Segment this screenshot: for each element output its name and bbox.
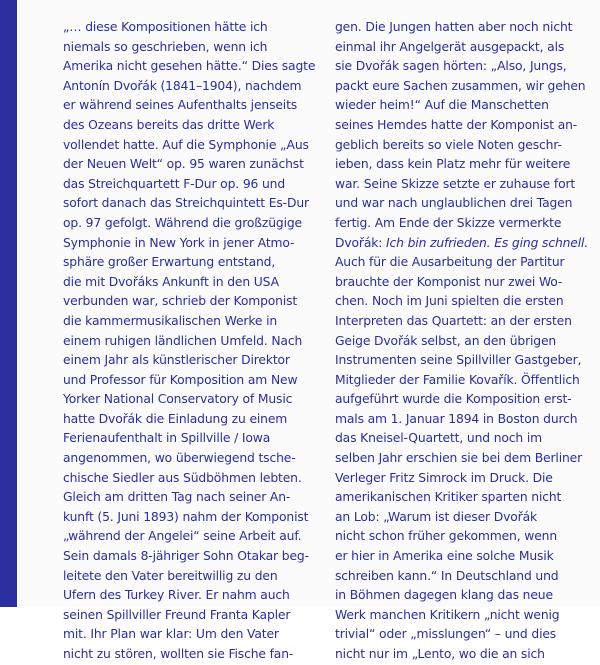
text-line: verbunden war, schrieb der Komponist <box>63 294 298 309</box>
text-line <box>335 332 600 352</box>
text-run: und war nach unglaublichen drei Tagen <box>335 196 573 211</box>
text-line <box>335 645 600 665</box>
text-line <box>335 625 600 645</box>
text-run: er hier in Amerika eine solche Musik <box>335 549 554 564</box>
text-line: und Professor für Komposition am New <box>63 372 298 387</box>
text-line <box>335 18 600 38</box>
text-line <box>335 96 600 116</box>
text-run: Auch für die Ausarbeitung der Partitur <box>335 255 565 270</box>
text-run: trivial“ oder „misslungen“ – und dies <box>335 627 557 642</box>
text-run: fertig. Am Ende der Skizze vermerkte <box>335 215 562 230</box>
text-line <box>335 547 600 567</box>
text-run: wieder heim!“ Auf die Manschetten <box>335 98 549 113</box>
text-run: mals am 1. Januar 1894 in Boston durch <box>335 411 578 426</box>
text-run: aufgeführt wurde die Komposition erst- <box>335 392 572 407</box>
text-line <box>335 567 600 587</box>
text-line <box>335 77 600 97</box>
text-line: der Neuen Welt“ op. 95 waren zunächst <box>63 157 304 172</box>
text-line <box>335 253 600 273</box>
text-line: „während der Angelei“ seine Arbeit auf. <box>63 529 302 544</box>
text-line: chische Siedler aus Südböhmen lebten. <box>63 470 302 485</box>
text-line: Symphonie in New York in jener Atmo- <box>63 235 295 250</box>
text-line <box>335 390 600 410</box>
text-line <box>335 136 600 156</box>
text-line <box>335 292 600 312</box>
text-line <box>335 234 600 254</box>
text-column-left <box>63 18 331 665</box>
text-line: die kammermusikalischen Werke in <box>63 313 278 328</box>
text-run: selben Jahr erschien sie bei dem Berliner <box>335 451 583 466</box>
text-line: Antonín Dvořák (1841–1904), nachdem <box>63 78 302 93</box>
text-run: schreiben kann.“ In Deutschland und <box>335 568 559 583</box>
text-run: an Lob: „Warum ist dieser Dvořák <box>335 509 537 524</box>
text-line: mit. Ihr Plan war klar: Um den Vater <box>63 627 279 642</box>
text-line: niemals so geschrieben, wenn ich <box>63 39 268 54</box>
text-run: sie Dvořák sagen hörten: „Also, Jungs, <box>335 59 567 74</box>
text-line: Yorker National Conservatory of Music <box>63 392 293 407</box>
text-line <box>335 449 600 469</box>
text-line <box>335 38 600 58</box>
text-line <box>335 194 600 214</box>
text-line: das Streichquartett F-Dur op. 96 und <box>63 176 286 191</box>
text-line: hatte Dvořák die Einladung zu einem <box>63 411 288 426</box>
text-line: seinen Spillviller Freund Franta Kapler <box>63 607 291 622</box>
text-run: Geige Dvořák selbst, an den übrigen <box>335 333 557 348</box>
text-line <box>335 175 600 195</box>
text-line: des Ozeans bereits das dritte Werk <box>63 117 275 132</box>
text-run: gen. Die Jungen hatten aber noch nicht <box>335 20 573 34</box>
text-line <box>335 410 600 430</box>
text-line <box>335 57 600 77</box>
text-line: sofort danach das Streichquintett Es-Dur <box>63 196 309 211</box>
text-run: brauchte der Komponist nur zwei Wo- <box>335 274 563 289</box>
text-line: Ferienaufenthalt in Spillville / Iowa <box>63 431 271 446</box>
text-run: in Böhmen dagegen klang das neue <box>335 588 553 603</box>
text-line <box>335 214 600 234</box>
text-line <box>335 527 600 547</box>
text-line <box>335 371 600 391</box>
text-line: Ufern des Turkey River. Er nahm auch <box>63 588 290 603</box>
booklet-page <box>17 0 600 661</box>
text-run: Interpreten das Quartett: an der ersten <box>335 313 572 328</box>
text-line <box>335 606 600 626</box>
text-line: op. 97 gefolgt. Während die großzügige <box>63 215 302 230</box>
text-line <box>335 429 600 449</box>
text-run: einmal ihr Angelgerät ausgepackt, als <box>335 39 565 54</box>
text-column-right <box>335 18 600 665</box>
text-run: amerikanischen Kritiker sparten nicht <box>335 490 562 505</box>
blue-spine-bar <box>0 0 17 607</box>
text-run: Mitglieder der Familie Kovařík. Öffentlich <box>335 372 580 387</box>
text-line <box>335 312 600 332</box>
text-line: Amerika nicht gesehen hätte.“ Dies sagte <box>63 59 316 74</box>
text-run: nicht nur im „Lento, wo die an sich <box>335 647 545 661</box>
text-line: die mit Dvořáks Ankunft in den USA <box>63 274 279 289</box>
text-line: nicht zu stören, wollten sie Fische fan- <box>63 647 294 661</box>
text-line <box>335 116 600 136</box>
text-run: ieben, dass kein Platz mehr für weitere <box>335 157 571 172</box>
text-line: leitete den Vater bereitwillig zu den <box>63 568 278 583</box>
text-line <box>335 488 600 508</box>
text-line: einem Jahr als künstlerischer Direktor <box>63 353 290 368</box>
text-run: Werk manchen Kritikern „nicht wenig <box>335 607 560 622</box>
text-line: einem ruhigen ländlichen Umfeld. Nach <box>63 333 303 348</box>
text-run: packt eure Sachen zusammen, wir gehen <box>335 78 586 93</box>
text-run: nicht schon früher gekommen, wenn <box>335 529 558 544</box>
italic-quote: Ich bin zufrieden. Es ging schnell. <box>386 235 589 250</box>
text-line <box>335 586 600 606</box>
text-line <box>335 508 600 528</box>
text-line <box>335 469 600 489</box>
text-line <box>335 273 600 293</box>
text-run: Dvořák: <box>335 235 387 250</box>
text-line: angenommen, wo überwiegend tsche- <box>63 451 296 466</box>
text-run: war. Seine Skizze setzte er zuhause fort <box>335 176 576 191</box>
text-run: chen. Noch im Juni spielten die ersten <box>335 294 564 309</box>
text-run: geblich bereits so viele Noten geschr- <box>335 137 562 152</box>
text-line <box>335 351 600 371</box>
text-run: Instrumenten seine Spillviller Gastgeber, <box>335 353 582 368</box>
text-line <box>335 155 600 175</box>
text-line: Sein damals 8-jähriger Sohn Otakar beg- <box>63 549 309 564</box>
text-run: seines Hemdes hatte der Komponist an- <box>335 117 578 132</box>
text-line: sphäre großer Erwartung entstand, <box>63 255 276 270</box>
text-line: kunft (5. Juni 1893) nahm der Komponist <box>63 509 309 524</box>
text-line: Gleich am dritten Tag nach seiner An- <box>63 490 291 505</box>
text-run: Verleger Fritz Simrock im Druck. Die <box>335 470 553 485</box>
text-line: „… diese Kompositionen hätte ich <box>63 20 268 34</box>
text-run: das Kneisel-Quartett, und noch im <box>335 431 543 446</box>
text-line: er während seines Aufenthalts jenseits <box>63 98 298 113</box>
text-line: vollendet hatte. Auf die Symphonie „Aus <box>63 137 309 152</box>
